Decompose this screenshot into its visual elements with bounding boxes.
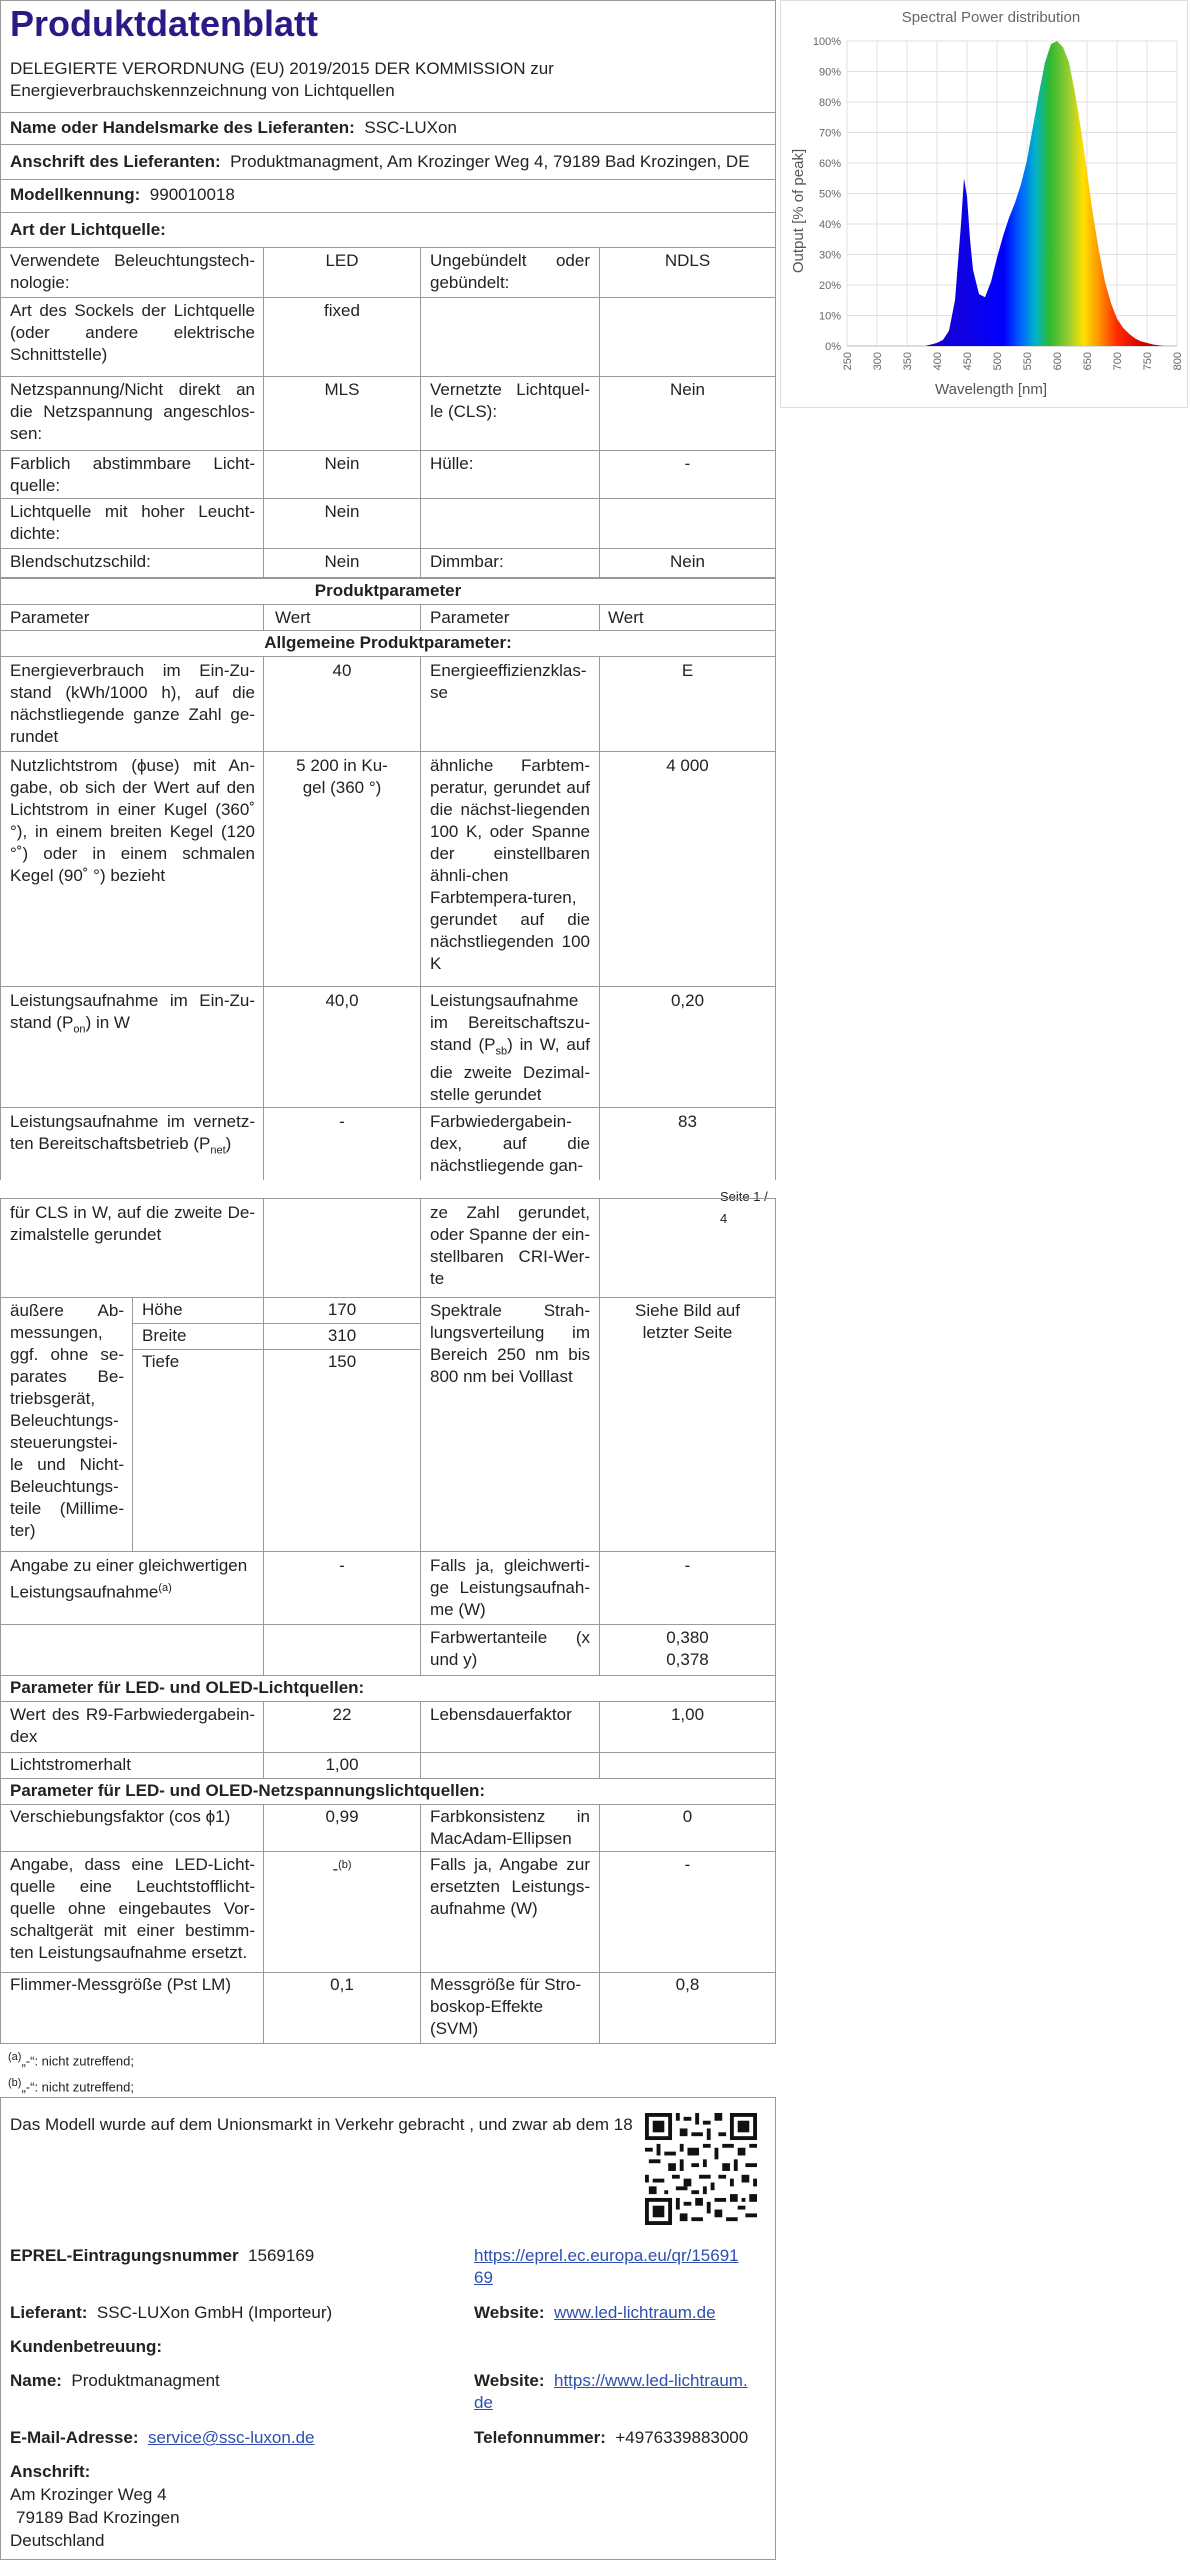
depth-label: Tiefe — [142, 1352, 180, 1371]
supplier-address: Anschrift des Lieferanten: Produktmanagment, Am Krozinger Weg 4, 79189 Bad Krozingen, DE — [10, 152, 750, 171]
type-value-2: NDLS — [664, 251, 711, 270]
net-standby-label-cont: für CLS in W, auf die zweite De-zimalstelle gerundet — [10, 1203, 255, 1244]
energy-label: Energieverbrauch im Ein-Zu-stand (kWh/1000 h), auf die nächstliegende ganze Zahl ge-rundet — [10, 661, 255, 746]
replacement-value: -$^{(b)}$ — [332, 1859, 352, 1879]
pst-value: 0,1 — [330, 1975, 354, 1994]
flux-label: Nutzlichtstrom (ϕuse) mit An-gabe, ob sich der Wert auf den Lichtstrom in einer Kugel (360˚ °), in einem breiten Kegel (120 °˚) oder in einem schmalen Kegel (90˚ °) bezieht — [10, 756, 255, 885]
spectral-label: Spektrale Strah-lungsverteilung im Bereich 250 nm bis 800 nm bei Volllast — [430, 1301, 590, 1386]
macadam-value: 0 — [682, 1807, 693, 1826]
chart-title: Spectral Power distribution — [901, 9, 1081, 26]
regulation-subtitle: DELEGIERTE VERORDNUNG (EU) 2019/2015 DER KOMMISSION zur Energieverbrauchskennzeichnung von Lichtquellen — [10, 59, 554, 100]
footnote-a: $^{(a)}$„-“: nicht zutreffend; — [8, 2051, 134, 2069]
type-value: Nein — [324, 454, 360, 473]
chroma-x-value: 0,380 — [666, 1628, 709, 1647]
power-on-value: 40,0 — [325, 991, 359, 1010]
type-label: Blendschutzschild: — [10, 552, 151, 571]
x-tick-label: 250 — [842, 352, 854, 371]
spectral-chart-svg — [781, 1, 1187, 407]
cell — [420, 1752, 600, 1779]
type-label: Verwendete Beleuchtungstech-nologie: — [10, 251, 255, 292]
x-tick-label: 450 — [962, 352, 974, 371]
type-label: Netzspannung/Nicht direkt an die Netzspannung angeschlos-sen: — [10, 380, 255, 443]
height-label: Höhe — [142, 1300, 183, 1319]
r9-value: 22 — [332, 1705, 352, 1724]
lifetime-label: Lebensdauerfaktor — [430, 1705, 572, 1724]
cos-label: Verschiebungsfaktor (cos ϕ1) — [10, 1807, 231, 1826]
type-value: Nein — [324, 552, 360, 571]
svm-value: 0,8 — [675, 1975, 700, 1994]
equiv-power-value: - — [684, 1556, 691, 1575]
type-label: Art des Sockels der Lichtquelle (oder andere elektrische Schnittstelle) — [10, 301, 255, 364]
type-label-2: Hülle: — [430, 454, 474, 473]
type-value-2: Nein — [670, 552, 705, 571]
cos-value: 0,99 — [325, 1807, 359, 1826]
eprel-number: EPREL-Eintragungsnummer 1569169 — [10, 2246, 315, 2265]
col-header-param-2: Parameter — [430, 608, 510, 627]
x-tick-label: 650 — [1082, 352, 1094, 371]
y-tick-label: 20% — [818, 280, 841, 292]
cell — [599, 1752, 776, 1779]
type-header: Art der Lichtquelle: — [10, 220, 166, 239]
lifetime-value: 1,00 — [670, 1705, 705, 1724]
x-tick-label: 600 — [1052, 352, 1064, 371]
y-tick-label: 40% — [818, 219, 841, 231]
supplier-name: Name oder Handelsmarke des Lieferanten: SSC-LUXon — [10, 118, 457, 137]
type-label: Farblich abstimmbare Licht-quelle: — [10, 454, 255, 495]
mains-heading: Parameter für LED- und OLED-Netzspannungslichtquellen: — [10, 1781, 486, 1800]
contact-website-2: Website: https://www.led-lichtraum.de — [474, 2371, 748, 2412]
cell — [599, 751, 776, 987]
type-value: LED — [325, 251, 359, 270]
y-tick-label: 90% — [818, 66, 841, 79]
standby-value: 0,20 — [670, 991, 705, 1010]
page-title: Produktdatenblatt — [10, 3, 319, 44]
cell — [420, 498, 600, 549]
width-label: Breite — [142, 1326, 187, 1345]
cell — [599, 1198, 776, 1298]
contact-supplier: Lieferant: SSC-LUXon GmbH (Importeur) — [10, 2303, 333, 2322]
type-value-2: - — [684, 454, 691, 473]
maintenance-label: Lichtstromerhalt — [10, 1755, 131, 1774]
y-tick-label: 10% — [818, 310, 841, 323]
equiv-power-label: Falls ja, gleichwerti-ge Leistungsaufnah-me (W) — [430, 1556, 590, 1619]
type-value-2: Nein — [670, 380, 705, 399]
replacement-label: Angabe, dass eine LED-Licht-quelle eine Leuchtstofflicht-quelle ohne eingebautes Vor-schaltgerät mit einer bestimm-ten Leistungsaufnahme ersetzt. — [10, 1855, 255, 1962]
spectral-chart — [780, 0, 1188, 408]
model-id: Modellkennung: 990010018 — [10, 185, 235, 204]
x-tick-label: 800 — [1172, 352, 1184, 371]
flux-value: 5 200 in Ku-gel (360 °) — [296, 756, 388, 797]
equiv-label: Angabe zu einer gleichwertigen Leistungsaufnahme$^{(a)}$ — [10, 1556, 248, 1602]
cri-value: 83 — [678, 1112, 697, 1131]
page-break — [0, 1180, 780, 1192]
width-value: 310 — [327, 1326, 357, 1345]
x-axis-label: Wavelength [nm] — [935, 381, 1047, 398]
eprel-link[interactable]: https://eprel.ec.europa.eu/qr/1569169 — [474, 2246, 739, 2287]
y-axis-label: Output [% of peak] — [790, 148, 807, 274]
y-tick-label: 60% — [818, 158, 841, 170]
address-heading: Anschrift: — [10, 2462, 91, 2481]
depth-value: 150 — [327, 1352, 357, 1371]
y-tick-label: 70% — [818, 127, 841, 140]
cell — [599, 498, 776, 549]
net-standby-value: - — [339, 1112, 345, 1131]
efficiency-class-label: Energieeffizienzklas-se — [430, 661, 587, 702]
x-tick-label: 300 — [872, 352, 884, 371]
chroma-y-value: 0,378 — [666, 1650, 709, 1669]
cct-label: ähnliche Farbtem-peratur, gerundet auf die nächst-liegenden 100 K, oder Spanne der einstellbaren ähnli-chen Farbtempera-turen, gerundet auf die nächstliegenden 100 K — [430, 756, 590, 973]
cell — [263, 1198, 421, 1298]
energy-value: 40 — [332, 661, 352, 680]
svm-label: Messgröße für Stro-boskop-Effekte (SVM) — [430, 1975, 582, 2038]
equiv-value: - — [339, 1556, 345, 1575]
customer-care-heading: Kundenbetreuung: — [10, 2337, 163, 2356]
col-header-value: Wert — [275, 608, 311, 627]
address-line-2: 79189 Bad Krozingen — [16, 2508, 180, 2527]
cri-label: Farbwiedergabein-dex, auf die nächstliegende gan- — [430, 1112, 590, 1175]
col-header-value-2: Wert — [608, 608, 644, 627]
replaced-power-value: - — [684, 1855, 691, 1874]
led-heading: Parameter für LED- und OLED-Lichtquellen: — [10, 1678, 365, 1697]
replaced-power-label: Falls ja, Angabe zur ersetzten Leistungs-aufnahme (W) — [430, 1855, 590, 1918]
maintenance-value: 1,00 — [325, 1755, 359, 1774]
qr-code — [645, 2113, 757, 2225]
pst-label: Flimmer-Messgröße (Pst LM) — [10, 1975, 232, 1994]
cell — [132, 1349, 264, 1552]
x-tick-label: 500 — [992, 352, 1004, 371]
r9-label: Wert des R9-Farbwiedergabein-dex — [10, 1705, 255, 1746]
chroma-label: Farbwertanteile (x und y) — [430, 1628, 590, 1669]
macadam-label: Farbkonsistenz in MacAdam-Ellipsen — [430, 1807, 590, 1848]
cell — [420, 297, 600, 377]
contact-website: Website: www.led-lichtraum.de — [474, 2303, 716, 2322]
website-link-2[interactable]: https://www.led-lichtraum.de — [474, 2371, 748, 2412]
type-value: MLS — [324, 380, 360, 399]
cell — [263, 1624, 421, 1676]
address-line-1: Am Krozinger Weg 4 — [10, 2485, 167, 2504]
cct-value: 4 000 — [666, 756, 709, 775]
x-tick-label: 700 — [1112, 352, 1124, 371]
power-on-label: Leistungsaufnahme im Ein-Zu-stand $(P_{on})$ in W — [10, 991, 255, 1036]
footnote-b: $^{(b)}$„-“: nicht zutreffend; — [8, 2077, 134, 2095]
website-link[interactable]: www.led-lichtraum.de — [554, 2303, 716, 2322]
type-value: fixed — [324, 301, 360, 320]
section-title: Produktparameter — [314, 581, 462, 600]
type-label-2: Dimmbar: — [430, 552, 504, 571]
dimensions-label: äußere Ab-messungen, ggf. ohne se-parates Be-triebsgerät, Beleuchtungs-steuerungstei-le und Nicht-Beleuchtungs-teile (Millime-ter) — [10, 1301, 124, 1540]
y-tick-label: 100% — [812, 36, 841, 48]
y-tick-label: 50% — [818, 188, 841, 201]
x-tick-label: 550 — [1022, 352, 1034, 371]
type-label: Lichtquelle mit hoher Leucht-dichte: — [10, 502, 255, 543]
cell — [0, 1624, 264, 1676]
market-text: Das Modell wurde auf dem Unionsmarkt in Verkehr gebracht , und zwar ab dem 18 — [10, 2115, 633, 2134]
y-tick-label: 30% — [818, 249, 841, 262]
y-tick-label: 80% — [818, 97, 841, 109]
x-tick-label: 350 — [902, 352, 914, 371]
x-tick-label: 400 — [932, 352, 944, 371]
type-value: Nein — [324, 502, 360, 521]
spectral-value: Siehe Bild auf letzter Seite — [635, 1301, 740, 1342]
height-value: 170 — [327, 1300, 357, 1319]
type-label-2: Vernetzte Lichtquel-le (CLS): — [430, 380, 590, 421]
cell — [263, 1349, 421, 1552]
col-header-param: Parameter — [10, 608, 90, 627]
general-title: Allgemeine Produktparameter: — [264, 633, 512, 652]
x-tick-label: 750 — [1142, 352, 1154, 371]
net-standby-label: Leistungsaufnahme im vernetz-ten Bereitschaftsbetrieb $(P_{net})$ — [10, 1112, 255, 1157]
contact-email: E-Mail-Adresse: service@ssc-luxon.de — [10, 2428, 315, 2447]
cell — [599, 297, 776, 377]
contact-name: Name: Produktmanagment — [10, 2371, 220, 2390]
page-number: Seite 1 / 4 — [720, 1189, 768, 1226]
standby-label: Leistungsaufnahme im Bereitschaftszu-stand $(P_{sb})$ in W, auf die zweite Dezimal-stelle gerundet — [430, 991, 591, 1105]
efficiency-class-value: E — [681, 661, 694, 680]
y-tick-label: 0% — [825, 341, 841, 353]
type-label-2: Ungebündelt oder gebündelt: — [430, 251, 590, 292]
email-link[interactable]: service@ssc-luxon.de — [147, 2428, 315, 2447]
contact-phone: Telefonnummer: +4976339883000 — [474, 2428, 749, 2447]
address-line-3: Deutschland — [10, 2531, 105, 2550]
cri-label-cont: ze Zahl gerundet, oder Spanne der ein-stellbaren CRI-Wer-te — [430, 1203, 590, 1288]
